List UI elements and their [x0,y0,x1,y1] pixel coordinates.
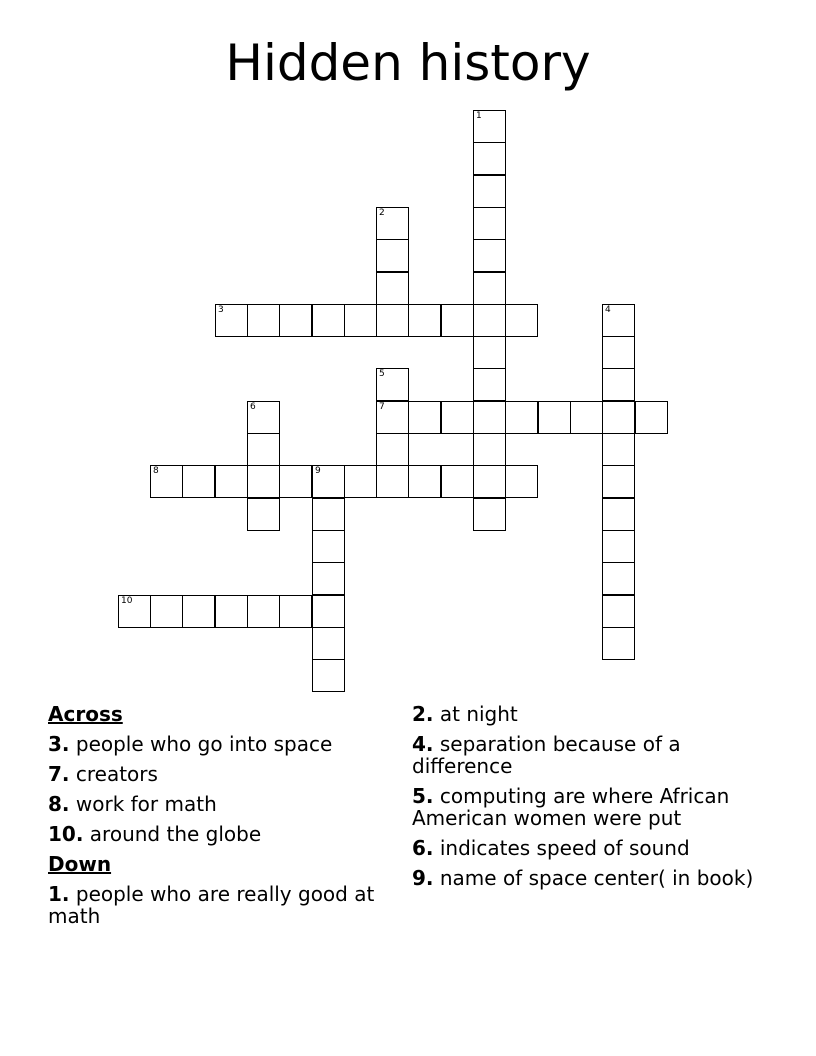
grid-cell[interactable] [182,465,215,498]
clues-left-column [48,703,388,935]
grid-cell[interactable] [473,498,506,531]
clue-down-4 [412,733,757,777]
grid-cell[interactable] [215,465,248,498]
grid-cell[interactable] [473,272,506,305]
grid-cell[interactable] [505,401,538,434]
grid-cell[interactable] [376,401,409,434]
grid-cell[interactable] [279,304,312,337]
grid-cell[interactable] [473,465,506,498]
clue-number-label: 5 [379,369,385,379]
clue-text: people who go into space [69,732,333,756]
grid-cell[interactable] [376,239,409,272]
clue-text: computing are where African American women were put [412,784,730,830]
grid-cell[interactable] [635,401,668,434]
clue-number: 6. [412,836,434,860]
clue-text: around the globe [83,822,262,846]
clue-text: creators [69,762,158,786]
clue-number-label: 7 [379,402,385,412]
grid-cell[interactable] [473,175,506,208]
clue-down-5 [412,785,757,829]
clue-number: 2. [412,702,434,726]
clue-number: 3. [48,732,70,756]
grid-cell[interactable] [408,401,441,434]
clue-text: name of space center( in book) [433,866,754,890]
clue-across-10 [48,823,388,845]
grid-cell[interactable] [473,368,506,401]
across-heading: Across [48,702,123,726]
clues-right-column [412,703,757,897]
grid-cell[interactable] [215,304,248,337]
grid-cell[interactable] [312,659,345,692]
grid-cell[interactable] [312,498,345,531]
grid-cell[interactable] [118,595,151,628]
grid-cell[interactable] [473,433,506,466]
grid-cell[interactable] [247,465,280,498]
clue-across-3 [48,733,388,755]
clue-number-label: 2 [379,208,385,218]
grid-cell[interactable] [247,498,280,531]
grid-cell[interactable] [376,272,409,305]
grid-cell[interactable] [344,304,377,337]
grid-cell[interactable] [602,433,635,466]
grid-cell[interactable] [247,595,280,628]
grid-cell[interactable] [312,304,345,337]
grid-cell[interactable] [602,562,635,595]
grid-cell[interactable] [602,530,635,563]
clue-number-label: 4 [605,305,611,315]
grid-cell[interactable] [602,595,635,628]
grid-cell[interactable] [505,304,538,337]
clue-down-6 [412,837,757,859]
clue-number: 8. [48,792,70,816]
grid-cell[interactable] [279,465,312,498]
clue-across-7 [48,763,388,785]
clue-text: work for math [69,792,217,816]
grid-cell[interactable] [182,595,215,628]
clue-number: 1. [48,882,70,906]
grid-cell[interactable] [376,368,409,401]
clue-number: 4. [412,732,434,756]
down-heading: Down [48,852,112,876]
clue-down-9 [412,867,757,889]
grid-cell[interactable] [441,465,474,498]
grid-cell[interactable] [312,627,345,660]
grid-cell[interactable] [538,401,571,434]
grid-cell[interactable] [312,595,345,628]
grid-cell[interactable] [312,562,345,595]
grid-cell[interactable] [473,110,506,143]
grid-cell[interactable] [473,401,506,434]
clue-number-label: 10 [121,596,133,606]
clue-number: 5. [412,784,434,808]
clue-number: 10. [48,822,84,846]
clue-number: 7. [48,762,70,786]
clue-text: indicates speed of sound [433,836,690,860]
grid-cell[interactable] [602,465,635,498]
grid-cell[interactable] [376,433,409,466]
grid-cell[interactable] [602,498,635,531]
grid-cell[interactable] [408,465,441,498]
grid-cell[interactable] [473,304,506,337]
grid-cell[interactable] [602,368,635,401]
clue-across-8 [48,793,388,815]
clue-number-label: 1 [476,111,482,121]
page-title: Hidden history [225,34,591,92]
grid-cell[interactable] [473,142,506,175]
grid-cell[interactable] [279,595,312,628]
clue-down-1 [48,883,388,927]
grid-cell[interactable] [312,465,345,498]
grid-cell[interactable] [150,595,183,628]
grid-cell[interactable] [473,336,506,369]
grid-cell[interactable] [602,627,635,660]
grid-cell[interactable] [376,207,409,240]
clue-number: 9. [412,866,434,890]
grid-cell[interactable] [602,401,635,434]
grid-cell[interactable] [215,595,248,628]
clue-down-2 [412,703,757,725]
clue-number-label: 8 [153,466,159,476]
clue-text: separation because of a difference [412,732,681,778]
clue-number-label: 6 [250,402,256,412]
grid-cell[interactable] [247,433,280,466]
clue-text: people who are really good at math [48,882,375,928]
grid-cell[interactable] [505,465,538,498]
grid-cell[interactable] [376,465,409,498]
grid-cell[interactable] [408,304,441,337]
grid-cell[interactable] [312,530,345,563]
grid-cell[interactable] [247,401,280,434]
clue-number-label: 3 [218,305,224,315]
grid-cell[interactable] [602,304,635,337]
grid-cell[interactable] [150,465,183,498]
grid-cell[interactable] [441,304,474,337]
grid-cell[interactable] [344,465,377,498]
grid-cell[interactable] [602,336,635,369]
clue-text: at night [433,702,518,726]
grid-cell[interactable] [473,207,506,240]
clue-number-label: 9 [315,466,321,476]
grid-cell[interactable] [376,304,409,337]
grid-cell[interactable] [473,239,506,272]
grid-cell[interactable] [570,401,603,434]
grid-cell[interactable] [441,401,474,434]
grid-cell[interactable] [247,304,280,337]
